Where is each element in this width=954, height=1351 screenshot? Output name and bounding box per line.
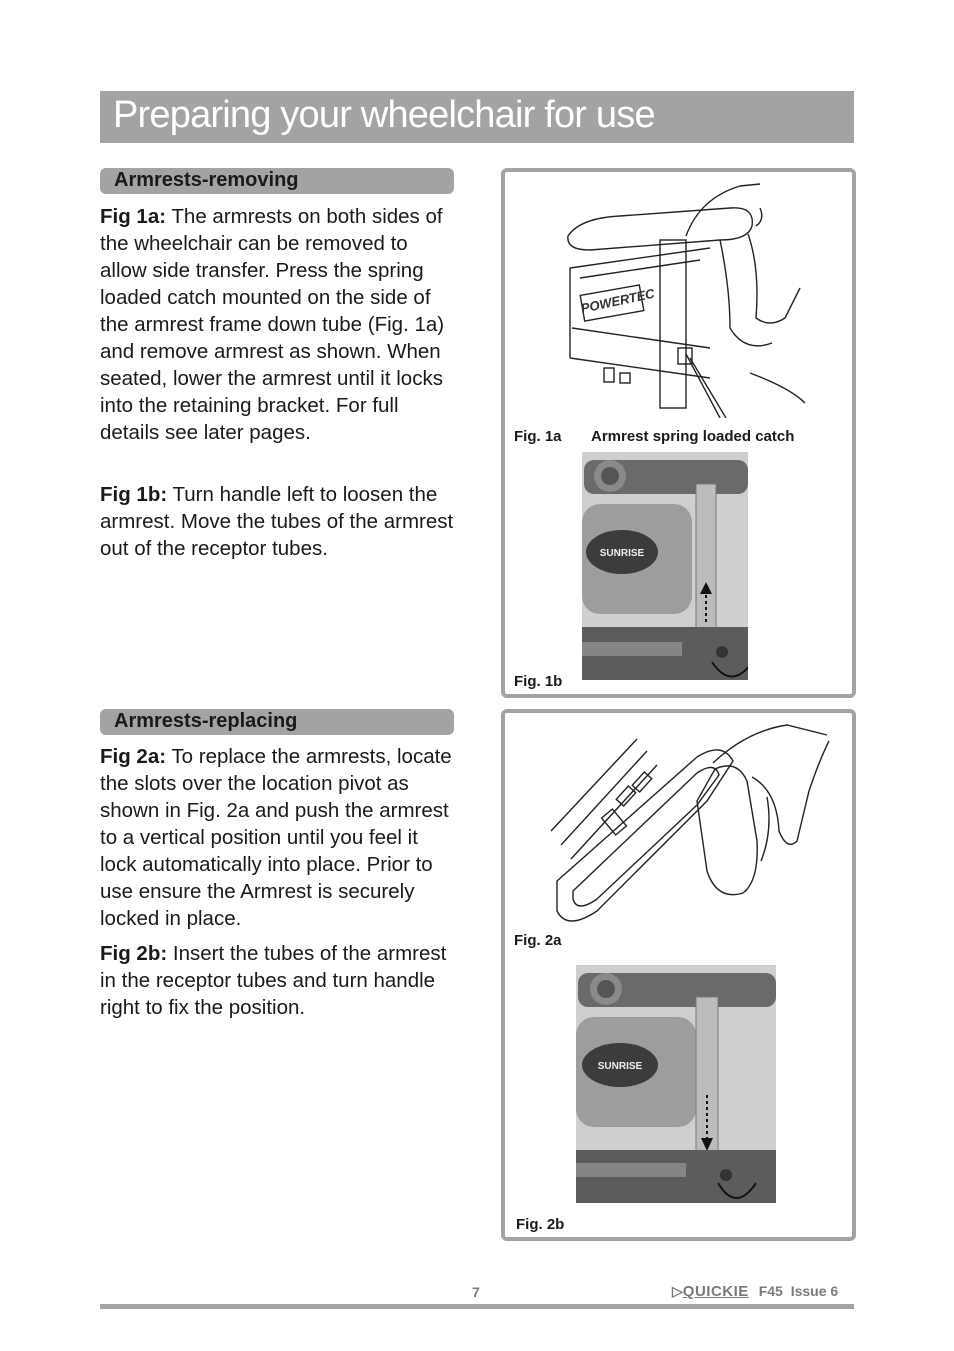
section-heading-text: Armrests-removing [114,169,299,191]
figure-panel-1 [501,168,856,698]
figure-label-2a: Fig. 2a [514,932,562,949]
footer-divider [100,1304,854,1309]
sunrise-label: SUNRISE [597,1061,643,1072]
figure-label-2b: Fig. 2b [516,1216,565,1233]
page-title: Preparing your wheelchair for use [113,94,655,136]
paragraph-fig-1a [100,203,456,446]
armrest-replacing-drawing [547,721,837,931]
triangle-icon: ▷ [672,1283,683,1299]
paragraph-lead: Fig 1b: [100,483,168,506]
figure-panel-2 [501,709,856,1241]
footer-brand [672,1283,838,1301]
paragraph-fig-2b [100,940,456,1021]
powertec-label: POWERTEC [579,285,656,316]
paragraph-text: The armrests on both sides of the wheelchair can be removed to allow side transfer. Press the spring loaded catch mounted on the side of the armrest frame down tube (Fig. 1a) and remove armrest as shown. When seated, lower the armrest until it locks into the retaining bracket. For full details see later pages. [100,205,445,444]
section-heading-replacing [100,709,454,735]
section-heading-text: Armrests-replacing [114,710,298,732]
paragraph-fig-2a [100,743,456,932]
armrest-handle-photo-1b [582,452,748,680]
section-heading-removing [100,168,454,194]
paragraph-lead: Fig 2a: [100,745,167,768]
figure-label-1a: Fig. 1a [514,428,562,445]
issue-number: Issue 6 [790,1283,839,1299]
page-title-bar [100,91,854,143]
page-number: 7 [472,1284,480,1300]
armrest-handle-photo-2b [576,965,776,1203]
paragraph-lead: Fig 1a: [100,205,167,228]
model-name: F45 [758,1283,783,1299]
armrest-removal-drawing [560,178,810,418]
paragraph-fig-1b [100,481,456,562]
paragraph-text: Turn handle left to loosen the armrest. Move the tubes of the armrest out of the receptor tubes. [100,483,454,560]
sunrise-label: SUNRISE [599,548,645,559]
paragraph-lead: Fig 2b: [100,942,168,965]
figure-label-1b: Fig. 1b [514,673,563,690]
paragraph-text: Insert the tubes of the armrest in the receptor tubes and turn handle right to fix the position. [100,942,447,1019]
quickie-logo: QUICKIE [682,1283,749,1300]
figure-caption-1a: Armrest spring loaded catch [591,428,795,445]
paragraph-text: To replace the armrests, locate the slots over the location pivot as shown in Fig. 2a and push the armrest to a vertical position until you feel it lock automatically into place. Prior to use ensure the Armrest is securely locked in place. [100,745,452,930]
